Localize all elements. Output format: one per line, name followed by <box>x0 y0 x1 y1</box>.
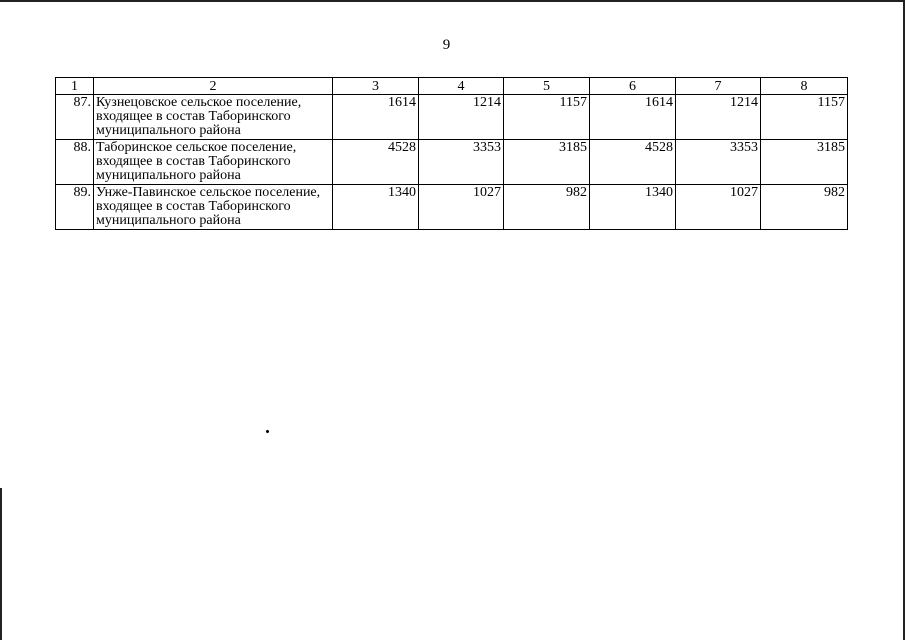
table-row <box>56 185 848 230</box>
table-row <box>56 95 848 140</box>
scan-border-left <box>0 488 2 640</box>
column-header: 2 <box>94 78 333 95</box>
value-cell: 1614 <box>333 95 419 140</box>
page-number: 9 <box>442 37 451 53</box>
value-cell: 982 <box>761 185 848 230</box>
value-cell: 1614 <box>590 95 676 140</box>
value-cell: 982 <box>504 185 590 230</box>
column-header: 4 <box>419 78 504 95</box>
column-header: 1 <box>56 78 94 95</box>
value-cell: 1027 <box>676 185 761 230</box>
settlement-name: Кузнецовское сельское поселение, входящее в состав Таборинского муниципального района <box>94 95 333 140</box>
column-header: 6 <box>590 78 676 95</box>
value-cell: 1340 <box>590 185 676 230</box>
value-cell: 1214 <box>419 95 504 140</box>
value-cell: 1157 <box>504 95 590 140</box>
column-header: 3 <box>333 78 419 95</box>
value-cell: 3185 <box>504 140 590 185</box>
value-cell: 1214 <box>676 95 761 140</box>
value-cell: 3185 <box>761 140 848 185</box>
value-cell: 1340 <box>333 185 419 230</box>
row-number: 89. <box>56 185 94 230</box>
value-cell: 4528 <box>590 140 676 185</box>
value-cell: 4528 <box>333 140 419 185</box>
value-cell: 1027 <box>419 185 504 230</box>
column-header: 8 <box>761 78 848 95</box>
value-cell: 3353 <box>676 140 761 185</box>
scan-border-top <box>0 0 905 2</box>
settlement-name: Таборинское сельское поселение, входящее в состав Таборинского муниципального района <box>94 140 333 185</box>
settlement-name: Унже-Павинское сельское поселение, входящее в состав Таборинского муниципального района <box>94 185 333 230</box>
data-table <box>55 77 848 230</box>
row-number: 87. <box>56 95 94 140</box>
column-header: 5 <box>504 78 590 95</box>
row-number: 88. <box>56 140 94 185</box>
value-cell: 1157 <box>761 95 848 140</box>
header-row <box>56 78 848 95</box>
scan-speck <box>265 429 269 433</box>
value-cell: 3353 <box>419 140 504 185</box>
column-header: 7 <box>676 78 761 95</box>
table-row <box>56 140 848 185</box>
